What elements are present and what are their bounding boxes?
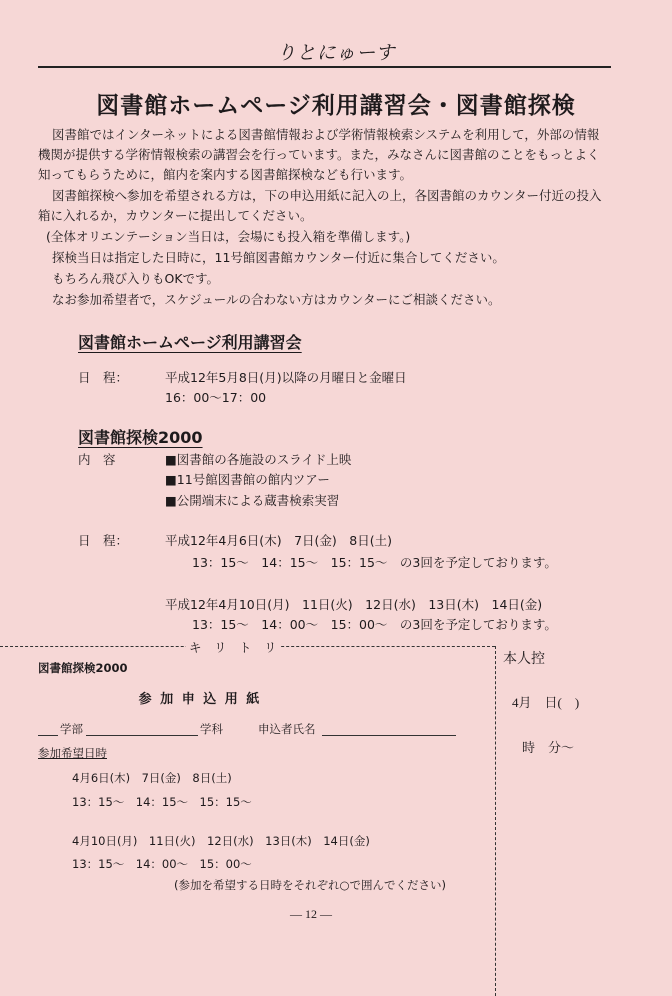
intro-line: 図書館ではインターネットによる図書館情報および学術情報検索システムを利用して，外部の情報: [52, 127, 600, 142]
faculty-field[interactable]: [38, 735, 58, 736]
section-heading-tour: 図書館探検2000: [78, 428, 203, 447]
intro-line: もちろん飛び入りもOKです。: [52, 271, 220, 286]
form-dates: 4月6日(木) 7日(金) 8日(土): [72, 771, 232, 785]
section-heading-lecture: 図書館ホームページ利用講習会: [78, 333, 302, 352]
cut-line-vertical: [495, 646, 496, 996]
department-field[interactable]: [86, 735, 198, 736]
page-title: 図書館ホームページ利用講習会・図書館探検: [96, 93, 576, 119]
form-title: 参 加 申 込 用 紙: [138, 692, 262, 707]
form-times: 13：15〜 14：15〜 15：15〜: [72, 795, 252, 809]
faculty-label: 学部: [60, 722, 83, 736]
applicant-label: 申込者氏名: [258, 722, 316, 736]
schedule-label: 日 程：: [78, 370, 129, 385]
newsletter-title: りとにゅーす: [276, 42, 396, 64]
intro-line: 探検当日は指定した日時に，11号館図書館カウンター付近に集合してください。: [52, 250, 505, 265]
intro-line: (全体オリエンテーション当日は，会場にも投入箱を準備します。): [46, 229, 411, 244]
applicant-name-field[interactable]: [322, 735, 456, 736]
cut-label: キ リ ト リ: [186, 638, 280, 656]
intro-line: 機関が提供する学術情報検索の講習会を行っています。また，みなさんに図書館のことをもっとよく: [38, 147, 600, 162]
lecture-time: 16：00〜17：00: [165, 390, 267, 405]
intro-line: 箱に入れるか，カウンターに提出してください。: [38, 208, 313, 223]
tour-times: 13：15〜 14：15〜 15：15〜 の3回を予定しております。: [192, 555, 557, 570]
content-item: ■公開端末による蔵書検索実習: [165, 493, 340, 508]
content-item: ■図書館の各施設のスライド上映: [165, 452, 352, 467]
wish-label: 参加希望日時: [38, 746, 107, 760]
schedule-label: 日 程：: [78, 533, 129, 548]
intro-line: 知ってもらうために，館内を案内する図書館探検なども行います。: [38, 167, 413, 182]
stub-title: 本人控: [503, 652, 545, 667]
intro-line: 図書館探検へ参加を希望される方は，下の申込用紙に記入の上，各図書館のカウンター付近の投入: [52, 188, 602, 203]
tour-dates: 平成12年4月6日(木) 7日(金) 8日(土): [165, 533, 392, 548]
stub-date: 4月 日( ): [512, 695, 580, 710]
tour-dates: 平成12年4月10日(月) 11日(火) 12日(水) 13日(木) 14日(金): [165, 597, 543, 612]
stub-time: 時 分〜: [522, 740, 575, 755]
department-label: 学科: [200, 722, 223, 736]
form-dates: 4月10日(月) 11日(火) 12日(水) 13日(木) 14日(金): [72, 834, 370, 848]
content-item: ■11号館図書館の館内ツアー: [165, 472, 330, 487]
form-times: 13：15〜 14：00〜 15：00〜: [72, 857, 252, 871]
page-number: — 12 —: [290, 907, 332, 921]
intro-line: なお参加希望者で，スケジュールの合わない方はカウンターにご相談ください。: [52, 292, 501, 307]
lecture-date: 平成12年5月8日(月)以降の月曜日と金曜日: [165, 370, 407, 385]
form-note: (参加を希望する日時をそれぞれ○で囲んでください): [174, 878, 447, 892]
content-label: 内 容: [78, 452, 116, 467]
form-tag: 図書館探検2000: [38, 661, 128, 675]
tour-times: 13：15〜 14：00〜 15：00〜 の3回を予定しております。: [192, 617, 557, 632]
header-rule: [38, 66, 611, 68]
